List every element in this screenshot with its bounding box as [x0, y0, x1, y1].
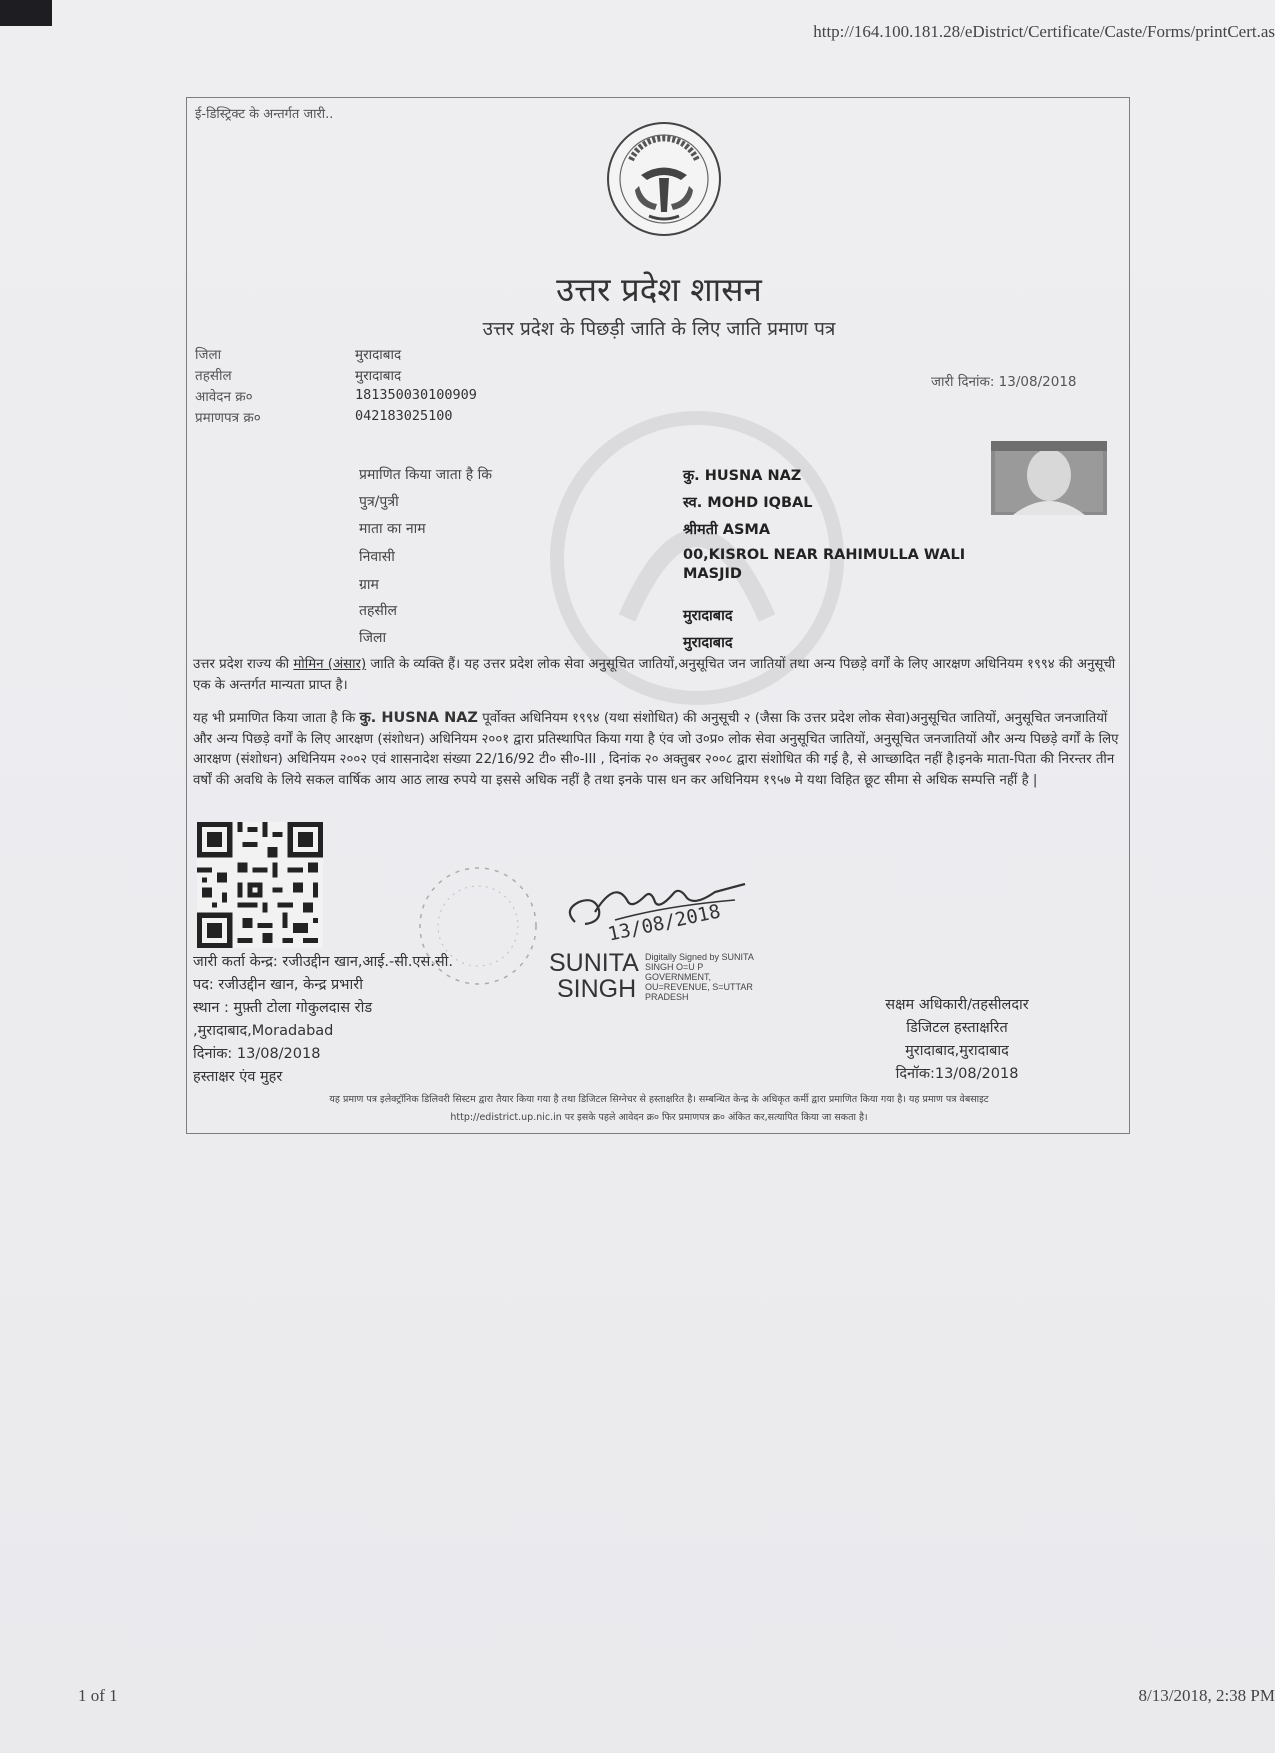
officer-digital-signed: डिजिटल हस्ताक्षरित — [906, 1020, 1008, 1036]
caste-paragraph-end: जाति के व्यक्ति हैं। यह उत्तर प्रदेश लोक सेवा अनुसूचित जातियों,अनुसूचित जन जातियों तथा अन्य पिछड़े वर्गों के लिए आरक्षण अधिनियम १९९४ की अनुसूची एक के अन्तर्गत मान्यता प्राप्त है। — [193, 657, 1116, 693]
tehsil-label: तहसील — [195, 368, 232, 384]
resident-address-line1: 00,KISROL NEAR RAHIMULLA WALI — [683, 547, 966, 563]
mother-label: माता का नाम — [359, 521, 426, 537]
certificate-number-label: प्रमाणपत्र क्र० — [195, 410, 261, 426]
field-district-value: मुरादाबाद — [683, 635, 733, 651]
caste-name: मोमिन (अंसार) — [293, 657, 367, 672]
officer-place: मुरादाबाद,मुरादाबाद — [905, 1043, 1009, 1059]
issuing-center: जारी कर्ता केन्द्र: रजीउद्दीन खान,आई.-सी.एस.सी. — [193, 954, 454, 970]
resident-address-line2: MASJID — [683, 566, 742, 582]
issue-date: जारी दिनांक: 13/08/2018 — [931, 374, 1077, 390]
field-district-label: जिला — [359, 630, 387, 646]
signature-detail-line1: Digitally Signed by SUNITA — [645, 952, 754, 962]
certificate-footer-note-line1: यह प्रमाण पत्र इलेक्ट्रॉनिक डिलिवरी सिस्टम द्वारा तैयार किया गया है तथा डिजिटल सिग्नेचर से हस्ताक्षरित है। सम्बन्धित केन्द्र के अधिकृत कर्मी द्वारा प्रमाणित किया गया है। यह प्रमाण पत्र वेबसाइट — [329, 1094, 989, 1105]
signer-last-name: SINGH — [557, 975, 637, 1003]
handwritten-date: 13/08/2018 — [605, 900, 723, 946]
relation-label: पुत्र/पुत्री — [359, 494, 399, 510]
signer-first-name: SUNITA — [549, 949, 639, 977]
district-label: जिला — [195, 347, 222, 363]
certificate-subtitle: उत्तर प्रदेश के पिछड़ी जाति के लिए जाति प्रमाण पत्र — [482, 318, 836, 340]
issuer-place-line2: ,मुरादाबाद,Moradabad — [193, 1023, 334, 1039]
income-paragraph — [193, 708, 1125, 791]
tehsil-value: मुरादाबाद — [355, 368, 402, 384]
application-number-label: आवेदन क्र० — [195, 389, 253, 405]
officer-title: सक्षम अधिकारी/तहसीलदार — [885, 997, 1029, 1013]
issuer-date: दिनांक: 13/08/2018 — [193, 1046, 321, 1062]
qr-code — [197, 822, 323, 948]
caste-paragraph-start: उत्तर प्रदेश राज्य की — [193, 657, 290, 672]
certificate-title: उत्तर प्रदेश शासन — [556, 270, 762, 309]
signature-detail-line3: GOVERNMENT, — [645, 972, 712, 982]
scan-corner-shadow — [0, 0, 52, 26]
signature-detail-line5: PRADESH — [645, 992, 689, 1002]
issuer-place-line1: स्थान : मुफ़्ती टोला गोकुलदास रोड — [193, 1000, 373, 1016]
father-name: स्व. MOHD IQBAL — [683, 495, 813, 511]
issuer-post: पद: रजीउद्दीन खान, केन्द्र प्रभारी — [193, 977, 363, 993]
signature-detail-line2: SINGH O=U P — [645, 962, 704, 972]
print-header-url: http://164.100.181.28/eDistrict/Certificate/Caste/Forms/printCert.as — [813, 22, 1275, 41]
caste-paragraph — [193, 655, 1125, 696]
income-paragraph-body: पूर्वोक्त अधिनियम १९९४ (यथा संशोधित) की अनुसूची २ (जैसा कि उत्तर प्रदेश लोक सेवा)अनुसूचित जातियों, अनुसूचित जनजातियों और अन्य पिछड़े वर्गों के लिए आरक्षण (संशोधन) अधिनियम २००१ द्वारा प्रतिस्थापित किया गया है एंव जो उ०प्र० लोक सेवा अनुसूचित जातियों, अनुसूचित जनजातियों और अन्य पिछड़े वर्गों के लिए आरक्षण (संशोधन) अधिनियम २००२ एवं शासनादेश संख्या 22/16/92 टी० सी०-III , दिनांक २० अक्तुबर २००८ द्वारा संशोधित की गई है, से आच्छादित नहीं है।इनके माता-पिता की निरन्तर तीन वर्षों की अवधि के लिये सकल वार्षिक आय आठ लाख रुपये या इससे अधिक नहीं है तथा इनके पास धन कर अधिनियम १९५७ मे यथा विहित छूट सीमा से अधिक सम्पत्ति नहीं है | — [193, 711, 1119, 788]
resident-label: निवासी — [359, 549, 395, 565]
print-datetime: 8/13/2018, 2:38 PM — [1138, 1686, 1275, 1705]
applicant-name: कु. HUSNA NAZ — [683, 468, 802, 484]
certified-label: प्रमाणित किया जाता है कि — [359, 467, 493, 483]
print-page-number: 1 of 1 — [78, 1686, 118, 1705]
caste-certificate — [186, 97, 1130, 1134]
applicant-photo — [991, 441, 1107, 515]
income-paragraph-name: कु. HUSNA NAZ — [359, 710, 478, 726]
signature-and-seal-label: हस्ताक्षर एंव मुहर — [193, 1069, 283, 1085]
signature-detail-line4: OU=REVENUE, S=UTTAR — [645, 982, 753, 992]
officer-date: दिनॉक:13/08/2018 — [895, 1066, 1019, 1082]
field-tehsil-value: मुरादाबाद — [683, 608, 733, 624]
up-government-emblem-icon — [605, 120, 723, 238]
district-value: मुरादाबाद — [355, 347, 402, 363]
mother-name: श्रीमती ASMA — [683, 522, 771, 538]
certificate-number-value: 042183025100 — [355, 408, 453, 424]
village-label: ग्राम — [359, 577, 379, 593]
field-tehsil-label: तहसील — [359, 603, 397, 619]
issued-under-label: ई-डिस्ट्रिक्ट के अन्तर्गत जारी.. — [195, 107, 334, 122]
certificate-footer-note-line2: http://edistrict.up.nic.in पर इसके पहले आवेदन क्र० फिर प्रमाणपत्र क्र० अंकित कर,सत्यापित किया जा सकता है। — [450, 1112, 868, 1123]
application-number-value: 181350030100909 — [355, 387, 477, 403]
income-paragraph-start: यह भी प्रमाणित किया जाता है कि — [193, 711, 356, 726]
